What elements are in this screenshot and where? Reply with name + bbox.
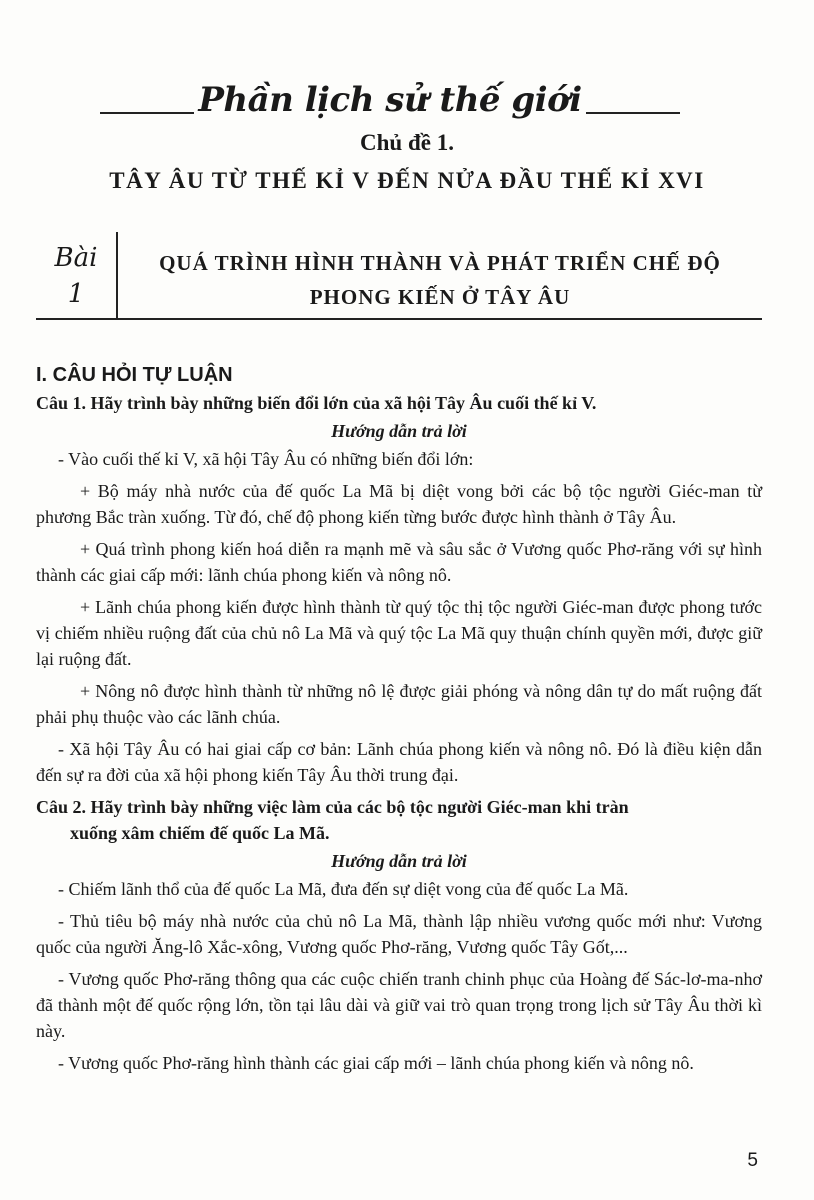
q2-paragraph-3: - Vương quốc Phơ-răng thông qua các cuộc chiến tranh chinh phục của Hoàng đế Sác-lơ-ma-nhơ đã thành một đế quốc rộng lớn, tồn tại lâu dài và giữ vai trò quan trọng trong lịch sử Tây Âu thời kì này. — [36, 969, 762, 1041]
q2-paragraph-2: - Thủ tiêu bộ máy nhà nước của chủ nô La Mã, thành lập nhiều vương quốc mới như: Vương quốc của người Ăng-lô Xắc-xông, Vương quốc Phơ-răng, Vương quốc Tây Gốt,... — [36, 911, 762, 957]
lesson-header — [36, 232, 762, 320]
title-rule-left — [100, 112, 194, 114]
answer-guide-2: Hướng dẫn trả lời — [331, 851, 467, 871]
question-2-line2: xuống xâm chiếm đế quốc La Mã. — [70, 823, 330, 843]
q1-paragraph-4: + Lãnh chúa phong kiến được hình thành từ quý tộc thị tộc người Giéc-man được phong tước vị chiếm nhiều ruộng đất của chủ nô La Mã và quý tộc La Mã quy thuận chính quyền mới, được giữ lại ruộng đất. — [36, 597, 762, 669]
q1-paragraph-3: + Quá trình phong kiến hoá diễn ra mạnh mẽ và sâu sắc ở Vương quốc Phơ-răng với sự hình thành các giai cấp mới: lãnh chúa phong kiến và nông nô. — [36, 539, 762, 585]
topic-number: Chủ đề 1. — [360, 130, 454, 155]
lesson-title — [120, 246, 760, 314]
lesson-title-line2: PHONG KIẾN Ở TÂY ÂU — [309, 285, 571, 309]
lesson-label-word: Bài — [54, 243, 98, 273]
lesson-number: 1 — [67, 279, 85, 309]
q1-paragraph-6: - Xã hội Tây Âu có hai giai cấp cơ bản: Lãnh chúa phong kiến và nông nô. Đó là điều kiện dẫn đến sự ra đời của xã hội phong kiến Tây Âu thời trung đại. — [36, 739, 762, 785]
main-content — [36, 356, 762, 1082]
lesson-label — [36, 240, 116, 318]
part-title-text: Phần lịch sử thế giới — [198, 80, 582, 120]
q2-paragraph-4: - Vương quốc Phơ-răng hình thành các giai cấp mới – lãnh chúa phong kiến và nông nô. — [58, 1053, 694, 1073]
answer-guide-1: Hướng dẫn trả lời — [331, 421, 467, 441]
q1-paragraph-2: + Bộ máy nhà nước của đế quốc La Mã bị diệt vong bởi các bộ tộc người Giéc-man từ phương Bắc tràn xuống. Từ đó, chế độ phong kiến từng bước được hình thành ở Tây Âu. — [36, 481, 762, 527]
title-rule-right — [586, 112, 680, 114]
q1-paragraph-1: - Vào cuối thế kỉ V, xã hội Tây Âu có những biến đổi lớn: — [58, 449, 474, 469]
part-title — [100, 60, 680, 120]
question-2-line1: Câu 2. Hãy trình bày những việc làm của các bộ tộc người Giéc-man khi tràn — [36, 797, 629, 817]
question-2 — [36, 794, 762, 846]
question-1: Câu 1. Hãy trình bày những biến đổi lớn của xã hội Tây Âu cuối thế kỉ V. — [36, 393, 597, 413]
lesson-divider — [116, 232, 118, 318]
page-number: 5 — [747, 1150, 758, 1171]
section-heading: I. CÂU HỎI TỰ LUẬN — [36, 364, 233, 386]
q2-paragraph-1: - Chiếm lãnh thổ của đế quốc La Mã, đưa đến sự diệt vong của đế quốc La Mã. — [58, 879, 629, 899]
q1-paragraph-5: + Nông nô được hình thành từ những nô lệ được giải phóng và nông dân tự do mất ruộng đất phải phụ thuộc vào các lãnh chúa. — [36, 681, 762, 727]
topic-title: TÂY ÂU TỪ THẾ KỈ V ĐẾN NỬA ĐẦU THẾ KỈ XVI — [109, 168, 705, 193]
lesson-title-line1: QUÁ TRÌNH HÌNH THÀNH VÀ PHÁT TRIỂN CHẾ ĐỘ — [159, 251, 721, 275]
